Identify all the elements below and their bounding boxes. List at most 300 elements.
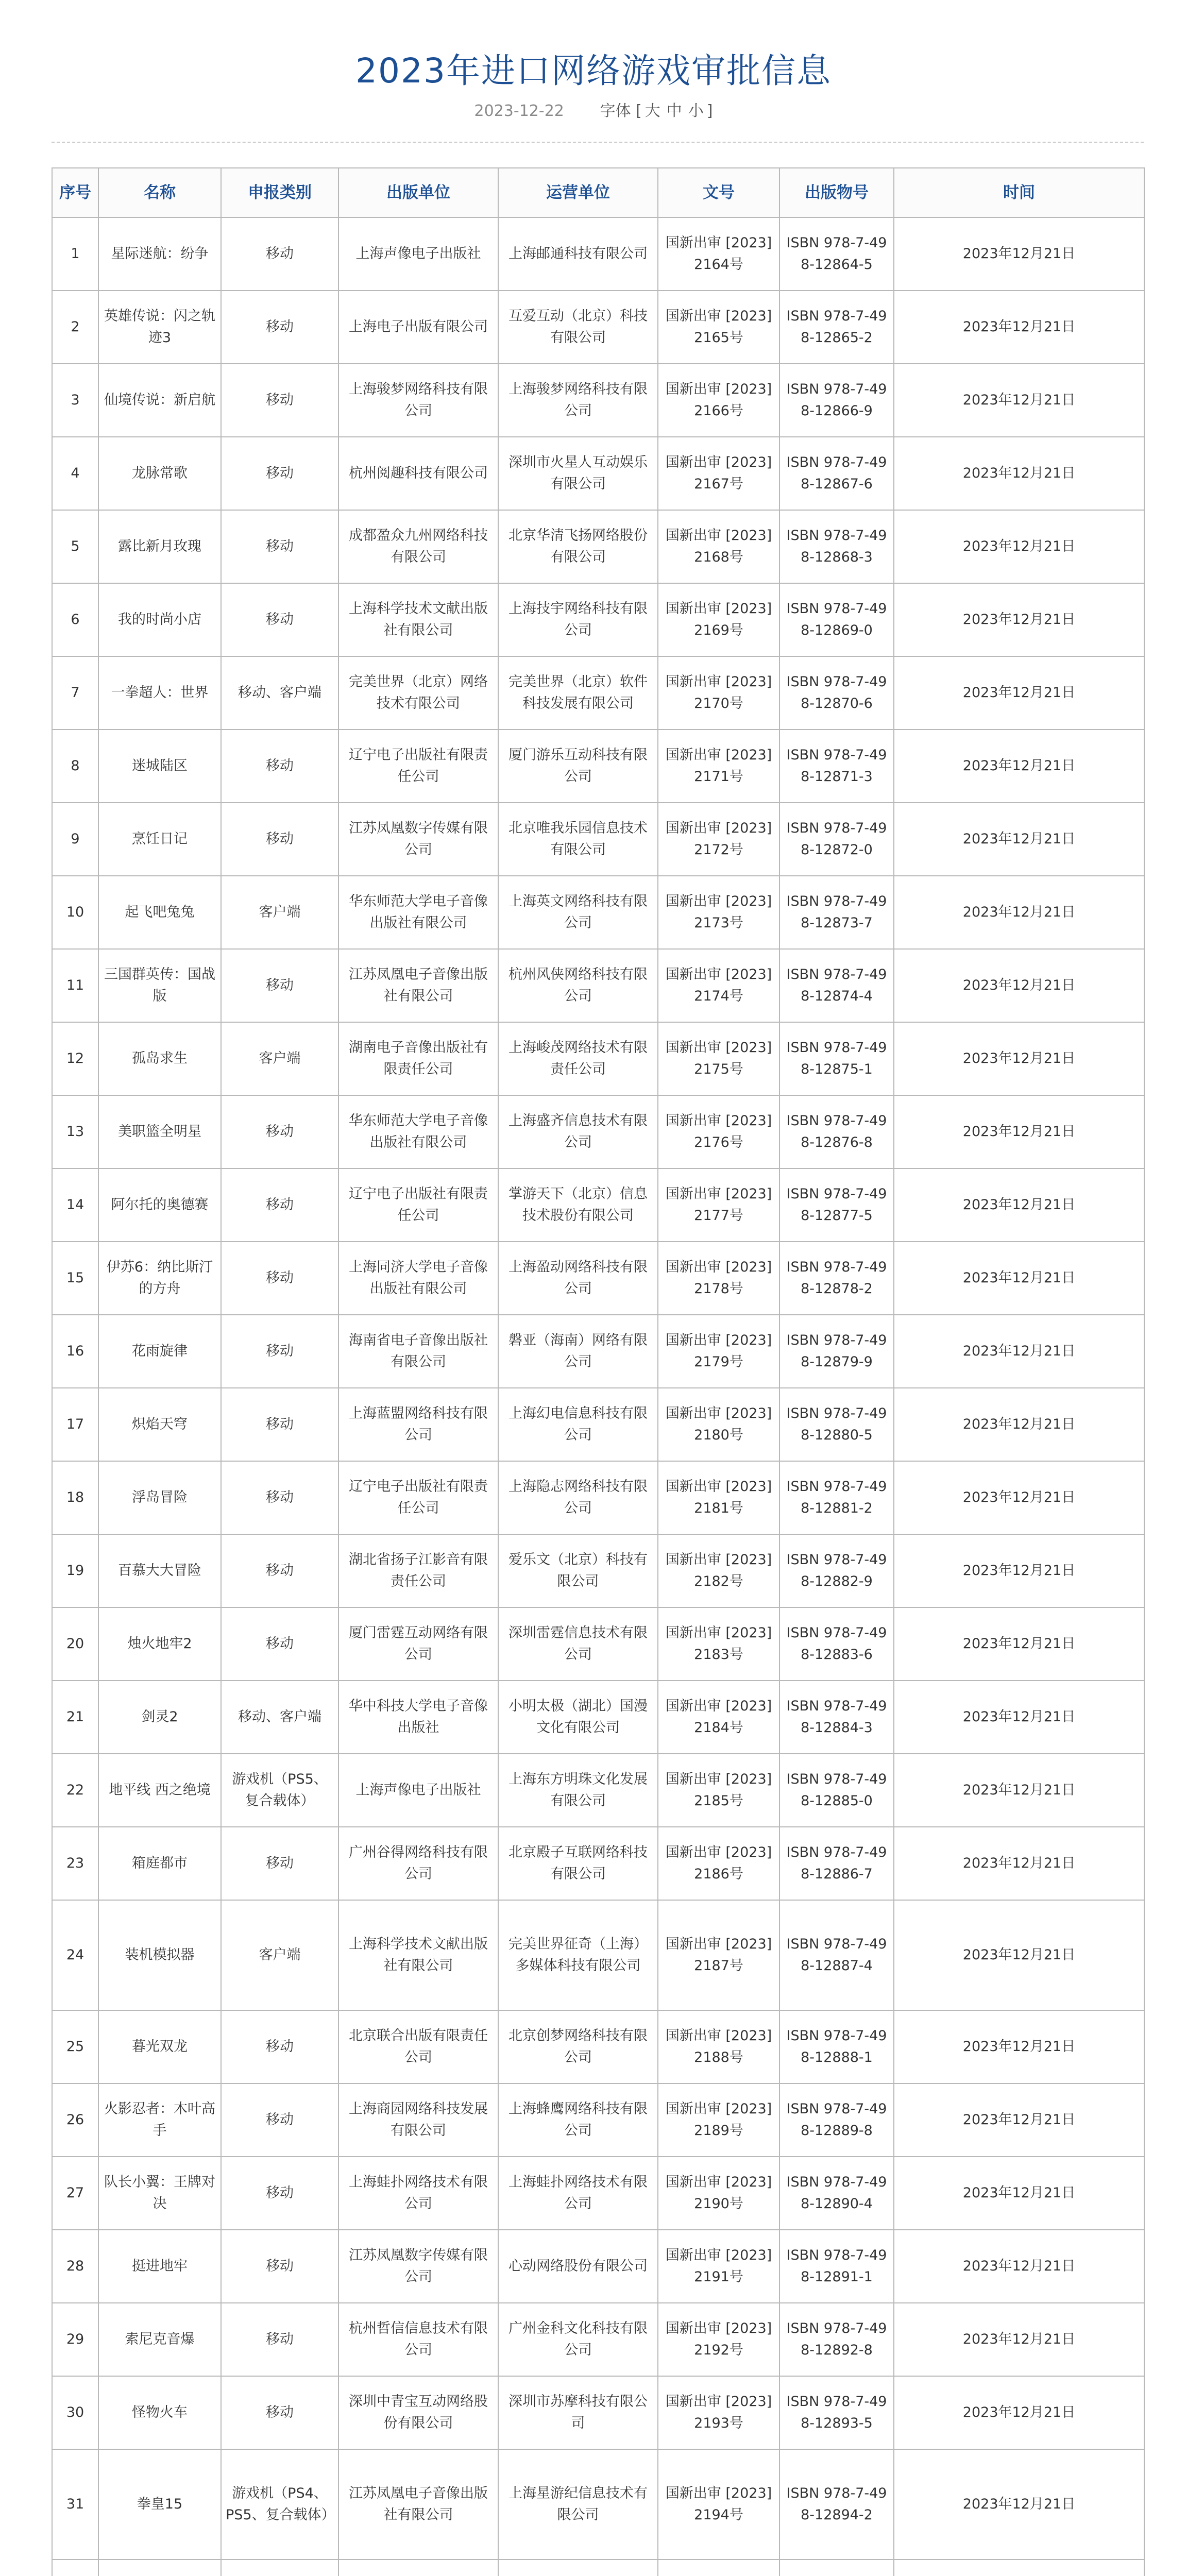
cell-category: 移动 bbox=[221, 2083, 338, 2157]
cell-category: 移动、客户端 bbox=[221, 1681, 338, 1754]
cell-category: 移动 bbox=[221, 1388, 338, 1461]
cell-name: 拳皇15 bbox=[98, 2449, 221, 2560]
header-operator: 运营单位 bbox=[498, 168, 658, 217]
cell-isbn: ISBN 978-7-498-12883-6 bbox=[779, 1607, 894, 1681]
cell-category: 客户端 bbox=[221, 1900, 338, 2010]
table-row bbox=[52, 2230, 1144, 2303]
cell-isbn: ISBN 978-7-498-12868-3 bbox=[779, 510, 894, 583]
cell-time: 2023年12月21日 bbox=[894, 1315, 1144, 1388]
cell-name: 剑灵2 bbox=[98, 1681, 221, 1754]
cell-name: 装机模拟器 bbox=[98, 1900, 221, 2010]
cell-category: 移动 bbox=[221, 2230, 338, 2303]
cell-name: 我的时尚小店 bbox=[98, 583, 221, 656]
cell-index: 1 bbox=[52, 217, 98, 291]
cell-publisher: 上海蓝盟网络科技有限公司 bbox=[338, 1388, 498, 1461]
cell-index: 13 bbox=[52, 1095, 98, 1168]
table-row bbox=[52, 730, 1144, 803]
cell-approval-number: 国新出审 [2023] 2168号 bbox=[658, 510, 779, 583]
cell-approval-number: 国新出审 [2023] 2187号 bbox=[658, 1900, 779, 2010]
cell-isbn: ISBN 978-7-498-12870-6 bbox=[779, 656, 894, 730]
cell-approval-number: 国新出审 [2023] 2175号 bbox=[658, 1022, 779, 1095]
cell-name: 怪物火车 bbox=[98, 2376, 221, 2449]
cell-approval-number: 国新出审 [2023] 2173号 bbox=[658, 876, 779, 949]
cell-index: 14 bbox=[52, 1168, 98, 1242]
cell-publisher: 上海科学技术文献出版社有限公司 bbox=[338, 1900, 498, 2010]
cell-publisher: 辽宁电子出版社有限责任公司 bbox=[338, 1461, 498, 1534]
page-title: 2023年进口网络游戏审批信息 bbox=[355, 51, 832, 91]
cell-category: 移动 bbox=[221, 364, 338, 437]
cell-time: 2023年12月21日 bbox=[894, 291, 1144, 364]
cell-publisher: 成都盈众九州网络科技有限公司 bbox=[338, 510, 498, 583]
cell-publisher: 深圳中青宝互动网络股份有限公司 bbox=[338, 2376, 498, 2449]
cell-isbn: ISBN 978-7-498-12872-0 bbox=[779, 803, 894, 876]
header-publisher: 出版单位 bbox=[338, 168, 498, 217]
cell-operator: 北京殿子互联网络科技有限公司 bbox=[498, 1827, 658, 1900]
cell-index: 19 bbox=[52, 1534, 98, 1607]
cell-index: 16 bbox=[52, 1315, 98, 1388]
cell-approval-number: 国新出审 [2023] 2194号 bbox=[658, 2449, 779, 2560]
cell-category: 移动 bbox=[221, 291, 338, 364]
cell-name: 暮光双龙 bbox=[98, 2010, 221, 2083]
cell-time: 2023年12月21日 bbox=[894, 217, 1144, 291]
table-row bbox=[52, 2560, 1144, 2576]
cell-isbn: ISBN 978-7-498-12875-1 bbox=[779, 1022, 894, 1095]
font-size-medium-button[interactable]: 中 bbox=[666, 102, 682, 120]
table-row bbox=[52, 1754, 1144, 1827]
header-category: 申报类别 bbox=[221, 168, 338, 217]
cell-operator: 上海骏梦网络科技有限公司 bbox=[498, 364, 658, 437]
cell-isbn: ISBN 978-7-498-12873-7 bbox=[779, 876, 894, 949]
cell-operator: 上海英文网络科技有限公司 bbox=[498, 876, 658, 949]
cell-name: 美职篮全明星 bbox=[98, 1095, 221, 1168]
cell-operator: 深圳市苏摩科技有限公司 bbox=[498, 2376, 658, 2449]
cell-approval-number: 国新出审 [2023] 2188号 bbox=[658, 2010, 779, 2083]
cell-category: 移动 bbox=[221, 2010, 338, 2083]
cell-operator: 上海星游纪信息技术有限公司 bbox=[498, 2449, 658, 2560]
cell-name: 百慕大大冒险 bbox=[98, 1534, 221, 1607]
table-row bbox=[52, 583, 1144, 656]
cell-index: 23 bbox=[52, 1827, 98, 1900]
cell-name: 起飞吧兔兔 bbox=[98, 876, 221, 949]
cell-approval-number: 国新出审 [2023] 2166号 bbox=[658, 364, 779, 437]
cell-operator bbox=[498, 2560, 658, 2576]
cell-isbn: ISBN 978-7-498-12887-4 bbox=[779, 1900, 894, 2010]
cell-name: 挺进地牢 bbox=[98, 2230, 221, 2303]
cell-category: 移动、客户端 bbox=[221, 656, 338, 730]
cell-approval-number: 国新出审 [2023] 2177号 bbox=[658, 1168, 779, 1242]
table-row bbox=[52, 656, 1144, 730]
cell-publisher: 上海同济大学电子音像出版社有限公司 bbox=[338, 1242, 498, 1315]
cell-publisher: 上海声像电子出版社 bbox=[338, 1754, 498, 1827]
cell-approval-number: 国新出审 [2023] 2189号 bbox=[658, 2083, 779, 2157]
cell-operator: 互爱互动（北京）科技有限公司 bbox=[498, 291, 658, 364]
cell-operator: 上海幻电信息科技有限公司 bbox=[498, 1388, 658, 1461]
cell-name: 队长小翼：王牌对决 bbox=[98, 2157, 221, 2230]
cell-publisher: 江苏凤凰数字传媒有限公司 bbox=[338, 2230, 498, 2303]
cell-index: 17 bbox=[52, 1388, 98, 1461]
cell-isbn: ISBN 978-7-498-12864-5 bbox=[779, 217, 894, 291]
table-row bbox=[52, 2010, 1144, 2083]
cell-index: 31 bbox=[52, 2449, 98, 2560]
cell-isbn: ISBN 978-7-498-12880-5 bbox=[779, 1388, 894, 1461]
cell-time: 2023年12月21日 bbox=[894, 1022, 1144, 1095]
cell-approval-number: 国新出审 [2023] 2181号 bbox=[658, 1461, 779, 1534]
cell-isbn: ISBN 978-7-498-12871-3 bbox=[779, 730, 894, 803]
cell-operator: 上海盈动网络科技有限公司 bbox=[498, 1242, 658, 1315]
cell-name: 一拳超人：世界 bbox=[98, 656, 221, 730]
cell-approval-number: 国新出审 [2023] 2190号 bbox=[658, 2157, 779, 2230]
table-row bbox=[52, 1388, 1144, 1461]
cell-index: 28 bbox=[52, 2230, 98, 2303]
cell-operator: 上海盛齐信息技术有限公司 bbox=[498, 1095, 658, 1168]
cell-publisher: 上海蛙扑网络技术有限公司 bbox=[338, 2157, 498, 2230]
cell-operator: 磐亚（海南）网络有限公司 bbox=[498, 1315, 658, 1388]
cell-operator: 心动网络股份有限公司 bbox=[498, 2230, 658, 2303]
cell-category: 移动 bbox=[221, 1607, 338, 1681]
cell-approval-number: 国新出审 [2023] 2186号 bbox=[658, 1827, 779, 1900]
cell-approval-number: 国新出审 [2023] 2164号 bbox=[658, 217, 779, 291]
cell-operator: 完美世界征奇（上海）多媒体科技有限公司 bbox=[498, 1900, 658, 2010]
cell-approval-number: 国新出审 [2023] 2169号 bbox=[658, 583, 779, 656]
cell-publisher: 江苏凤凰数字传媒有限公司 bbox=[338, 803, 498, 876]
cell-name: 孤岛求生 bbox=[98, 1022, 221, 1095]
cell-approval-number: 国新出审 [2023] 2172号 bbox=[658, 803, 779, 876]
cell-publisher: 湖南电子音像出版社有限责任公司 bbox=[338, 1022, 498, 1095]
cell-category: 游戏机（PS5、复合载体） bbox=[221, 1754, 338, 1827]
cell-approval-number: 国新出审 [2023] 2170号 bbox=[658, 656, 779, 730]
table-row bbox=[52, 437, 1144, 510]
cell-operator: 爱乐文（北京）科技有限公司 bbox=[498, 1534, 658, 1607]
cell-publisher: 华中科技大学电子音像出版社 bbox=[338, 1681, 498, 1754]
cell-category: 移动 bbox=[221, 1095, 338, 1168]
cell-time: 2023年12月21日 bbox=[894, 2303, 1144, 2376]
cell-category bbox=[221, 2560, 338, 2576]
cell-index: 18 bbox=[52, 1461, 98, 1534]
cell-publisher: 上海骏梦网络科技有限公司 bbox=[338, 364, 498, 437]
cell-publisher: 辽宁电子出版社有限责任公司 bbox=[338, 730, 498, 803]
cell-name: 箱庭都市 bbox=[98, 1827, 221, 1900]
cell-name: 阿尔托的奥德赛 bbox=[98, 1168, 221, 1242]
cell-approval-number: 国新出审 [2023] 2191号 bbox=[658, 2230, 779, 2303]
cell-publisher: 华东师范大学电子音像出版社有限公司 bbox=[338, 876, 498, 949]
cell-time: 2023年12月21日 bbox=[894, 1607, 1144, 1681]
cell-approval-number: 国新出审 [2023] 2185号 bbox=[658, 1754, 779, 1827]
cell-approval-number: 国新出审 [2023] 2192号 bbox=[658, 2303, 779, 2376]
cell-name: 露比新月玫瑰 bbox=[98, 510, 221, 583]
cell-isbn: ISBN 978-7-498-12866-9 bbox=[779, 364, 894, 437]
table-row bbox=[52, 1534, 1144, 1607]
font-size-bracket-open: [ bbox=[636, 102, 642, 120]
cell-publisher: 上海声像电子出版社 bbox=[338, 217, 498, 291]
header-index: 序号 bbox=[52, 168, 98, 217]
cell-category: 移动 bbox=[221, 1534, 338, 1607]
table-row bbox=[52, 2449, 1144, 2560]
cell-index: 5 bbox=[52, 510, 98, 583]
cell-isbn: ISBN 978-7-498-12869-0 bbox=[779, 583, 894, 656]
cell-index: 15 bbox=[52, 1242, 98, 1315]
cell-time: 2023年12月21日 bbox=[894, 583, 1144, 656]
cell-name: 仙境传说：新启航 bbox=[98, 364, 221, 437]
cell-operator: 上海蜂鹰网络科技有限公司 bbox=[498, 2083, 658, 2157]
cell-operator: 上海蛙扑网络技术有限公司 bbox=[498, 2157, 658, 2230]
table-row bbox=[52, 803, 1144, 876]
table-row bbox=[52, 364, 1144, 437]
cell-name bbox=[98, 2560, 221, 2576]
cell-time: 2023年12月21日 bbox=[894, 2230, 1144, 2303]
header-name: 名称 bbox=[98, 168, 221, 217]
table-row bbox=[52, 1681, 1144, 1754]
cell-publisher: 江苏凤凰电子音像出版社有限公司 bbox=[338, 949, 498, 1022]
cell-category: 移动 bbox=[221, 1461, 338, 1534]
cell-name: 烛火地牢2 bbox=[98, 1607, 221, 1681]
cell-time: 2023年12月21日 bbox=[894, 2449, 1144, 2560]
font-size-small-button[interactable]: 小 bbox=[688, 102, 704, 120]
cell-time: 2023年12月21日 bbox=[894, 803, 1144, 876]
cell-time: 2023年12月21日 bbox=[894, 2010, 1144, 2083]
cell-name: 龙脉常歌 bbox=[98, 437, 221, 510]
cell-time: 2023年12月21日 bbox=[894, 510, 1144, 583]
cell-approval-number: 国新出审 [2023] 2167号 bbox=[658, 437, 779, 510]
cell-name: 星际迷航：纷争 bbox=[98, 217, 221, 291]
cell-publisher: 完美世界（北京）网络技术有限公司 bbox=[338, 656, 498, 730]
cell-isbn: ISBN 978-7-498-12888-1 bbox=[779, 2010, 894, 2083]
cell-publisher: 上海电子出版有限公司 bbox=[338, 291, 498, 364]
header-approval-number: 文号 bbox=[658, 168, 779, 217]
cell-isbn: ISBN 978-7-498-12894-2 bbox=[779, 2449, 894, 2560]
table-row bbox=[52, 510, 1144, 583]
cell-name: 炽焰天穹 bbox=[98, 1388, 221, 1461]
header-time: 时间 bbox=[894, 168, 1144, 217]
cell-operator: 上海隐志网络科技有限公司 bbox=[498, 1461, 658, 1534]
cell-isbn: ISBN 978-7-498-12878-2 bbox=[779, 1242, 894, 1315]
publish-date: 2023-12-22 bbox=[474, 102, 564, 120]
cell-category: 移动 bbox=[221, 2376, 338, 2449]
cell-category: 移动 bbox=[221, 2157, 338, 2230]
cell-isbn: ISBN 978-7-498-12892-8 bbox=[779, 2303, 894, 2376]
cell-time bbox=[894, 2560, 1144, 2576]
cell-approval-number: 国新出审 [2023] 2193号 bbox=[658, 2376, 779, 2449]
table-row bbox=[52, 1900, 1144, 2010]
cell-time: 2023年12月21日 bbox=[894, 1388, 1144, 1461]
cell-isbn: ISBN 978-7-498-12891-1 bbox=[779, 2230, 894, 2303]
table-row bbox=[52, 949, 1144, 1022]
table-row bbox=[52, 217, 1144, 291]
cell-operator: 广州金科文化科技有限公司 bbox=[498, 2303, 658, 2376]
cell-time: 2023年12月21日 bbox=[894, 364, 1144, 437]
cell-time: 2023年12月21日 bbox=[894, 2083, 1144, 2157]
cell-time: 2023年12月21日 bbox=[894, 949, 1144, 1022]
cell-isbn: ISBN 978-7-498-12890-4 bbox=[779, 2157, 894, 2230]
cell-operator: 掌游天下（北京）信息技术股份有限公司 bbox=[498, 1168, 658, 1242]
cell-isbn: ISBN 978-7-498-12876-8 bbox=[779, 1095, 894, 1168]
cell-time: 2023年12月21日 bbox=[894, 1900, 1144, 2010]
cell-index: 8 bbox=[52, 730, 98, 803]
cell-isbn: ISBN 978-7-498-12886-7 bbox=[779, 1827, 894, 1900]
cell-category: 客户端 bbox=[221, 876, 338, 949]
cell-index: 22 bbox=[52, 1754, 98, 1827]
table-row bbox=[52, 1827, 1144, 1900]
table-row bbox=[52, 1315, 1144, 1388]
cell-category: 移动 bbox=[221, 949, 338, 1022]
cell-name: 迷城陆区 bbox=[98, 730, 221, 803]
cell-isbn: ISBN 978-7-498-12881-2 bbox=[779, 1461, 894, 1534]
header-isbn: 出版物号 bbox=[779, 168, 894, 217]
table-body bbox=[52, 217, 1144, 2576]
cell-publisher: 辽宁电子出版社有限责任公司 bbox=[338, 1168, 498, 1242]
cell-operator: 深圳雷霆信息技术有限公司 bbox=[498, 1607, 658, 1681]
cell-approval-number: 国新出审 [2023] 2178号 bbox=[658, 1242, 779, 1315]
cell-time: 2023年12月21日 bbox=[894, 1242, 1144, 1315]
cell-isbn: ISBN 978-7-498-12874-4 bbox=[779, 949, 894, 1022]
table-row bbox=[52, 2083, 1144, 2157]
cell-approval-number: 国新出审 [2023] 2174号 bbox=[658, 949, 779, 1022]
cell-time: 2023年12月21日 bbox=[894, 437, 1144, 510]
cell-index: 29 bbox=[52, 2303, 98, 2376]
cell-publisher: 北京联合出版有限责任公司 bbox=[338, 2010, 498, 2083]
cell-publisher: 海南省电子音像出版社有限公司 bbox=[338, 1315, 498, 1388]
cell-name: 地平线 西之绝境 bbox=[98, 1754, 221, 1827]
cell-category: 移动 bbox=[221, 217, 338, 291]
cell-publisher: 广州谷得网络科技有限公司 bbox=[338, 1827, 498, 1900]
cell-operator: 杭州风侠网络科技有限公司 bbox=[498, 949, 658, 1022]
table-row bbox=[52, 1607, 1144, 1681]
cell-time: 2023年12月21日 bbox=[894, 2376, 1144, 2449]
cell-index: 6 bbox=[52, 583, 98, 656]
cell-publisher: 上海商园网络科技发展有限公司 bbox=[338, 2083, 498, 2157]
cell-name: 三国群英传：国战版 bbox=[98, 949, 221, 1022]
cell-operator: 上海邮通科技有限公司 bbox=[498, 217, 658, 291]
font-size-large-button[interactable]: 大 bbox=[645, 102, 660, 120]
cell-publisher: 厦门雷霆互动网络有限公司 bbox=[338, 1607, 498, 1681]
cell-approval-number: 国新出审 [2023] 2184号 bbox=[658, 1681, 779, 1754]
cell-index: 30 bbox=[52, 2376, 98, 2449]
font-size-label: 字体 bbox=[600, 102, 631, 120]
cell-name: 英雄传说：闪之轨迹3 bbox=[98, 291, 221, 364]
cell-time: 2023年12月21日 bbox=[894, 1754, 1144, 1827]
cell-publisher: 杭州阅趣科技有限公司 bbox=[338, 437, 498, 510]
cell-index: 12 bbox=[52, 1022, 98, 1095]
cell-name: 烹饪日记 bbox=[98, 803, 221, 876]
cell-time: 2023年12月21日 bbox=[894, 1534, 1144, 1607]
cell-index: 11 bbox=[52, 949, 98, 1022]
cell-category: 移动 bbox=[221, 2303, 338, 2376]
article-meta bbox=[0, 98, 1187, 121]
cell-index: 20 bbox=[52, 1607, 98, 1681]
cell-name: 花雨旋律 bbox=[98, 1315, 221, 1388]
cell-approval-number: 国新出审 [2023] 2180号 bbox=[658, 1388, 779, 1461]
cell-publisher: 湖北省扬子江影音有限责任公司 bbox=[338, 1534, 498, 1607]
cell-index: 24 bbox=[52, 1900, 98, 2010]
cell-operator: 北京唯我乐园信息技术有限公司 bbox=[498, 803, 658, 876]
cell-isbn: ISBN 978-7-498-12867-6 bbox=[779, 437, 894, 510]
approval-table bbox=[52, 167, 1145, 2576]
cell-index: 10 bbox=[52, 876, 98, 949]
cell-category: 游戏机（PS4、PS5、复合载体） bbox=[221, 2449, 338, 2560]
cell-name: 浮岛冒险 bbox=[98, 1461, 221, 1534]
cell-index: 7 bbox=[52, 656, 98, 730]
cell-operator: 上海技宇网络科技有限公司 bbox=[498, 583, 658, 656]
cell-index: 27 bbox=[52, 2157, 98, 2230]
cell-approval-number bbox=[658, 2560, 779, 2576]
cell-publisher: 江苏凤凰电子音像出版社有限公司 bbox=[338, 2449, 498, 2560]
cell-isbn: ISBN 978-7-498-12893-5 bbox=[779, 2376, 894, 2449]
cell-name: 伊苏6：纳比斯汀的方舟 bbox=[98, 1242, 221, 1315]
table-row bbox=[52, 2157, 1144, 2230]
cell-isbn: ISBN 978-7-498-12882-9 bbox=[779, 1534, 894, 1607]
cell-operator: 北京华清飞扬网络股份有限公司 bbox=[498, 510, 658, 583]
cell-operator: 完美世界（北京）软件科技发展有限公司 bbox=[498, 656, 658, 730]
table-row bbox=[52, 1461, 1144, 1534]
cell-time: 2023年12月21日 bbox=[894, 2157, 1144, 2230]
cell-time: 2023年12月21日 bbox=[894, 656, 1144, 730]
cell-index: 25 bbox=[52, 2010, 98, 2083]
table-row bbox=[52, 1242, 1144, 1315]
cell-isbn: ISBN 978-7-498-12865-2 bbox=[779, 291, 894, 364]
cell-name: 索尼克音爆 bbox=[98, 2303, 221, 2376]
cell-publisher: 华东师范大学电子音像出版社有限公司 bbox=[338, 1095, 498, 1168]
cell-category: 移动 bbox=[221, 1827, 338, 1900]
cell-publisher bbox=[338, 2560, 498, 2576]
cell-operator: 厦门游乐互动科技有限公司 bbox=[498, 730, 658, 803]
cell-index bbox=[52, 2560, 98, 2576]
cell-category: 移动 bbox=[221, 583, 338, 656]
cell-time: 2023年12月21日 bbox=[894, 876, 1144, 949]
cell-approval-number: 国新出审 [2023] 2182号 bbox=[658, 1534, 779, 1607]
cell-time: 2023年12月21日 bbox=[894, 1461, 1144, 1534]
cell-index: 4 bbox=[52, 437, 98, 510]
cell-approval-number: 国新出审 [2023] 2176号 bbox=[658, 1095, 779, 1168]
title-divider bbox=[52, 142, 1144, 143]
cell-isbn: ISBN 978-7-498-12884-3 bbox=[779, 1681, 894, 1754]
cell-approval-number: 国新出审 [2023] 2179号 bbox=[658, 1315, 779, 1388]
cell-index: 26 bbox=[52, 2083, 98, 2157]
cell-isbn: ISBN 978-7-498-12889-8 bbox=[779, 2083, 894, 2157]
table-row bbox=[52, 1022, 1144, 1095]
cell-publisher: 杭州哲信信息技术有限公司 bbox=[338, 2303, 498, 2376]
cell-operator: 北京创梦网络科技有限公司 bbox=[498, 2010, 658, 2083]
cell-approval-number: 国新出审 [2023] 2183号 bbox=[658, 1607, 779, 1681]
cell-index: 21 bbox=[52, 1681, 98, 1754]
cell-category: 移动 bbox=[221, 1242, 338, 1315]
cell-time: 2023年12月21日 bbox=[894, 1681, 1144, 1754]
cell-name: 火影忍者：木叶高手 bbox=[98, 2083, 221, 2157]
table-row bbox=[52, 2303, 1144, 2376]
cell-index: 3 bbox=[52, 364, 98, 437]
table-row bbox=[52, 876, 1144, 949]
cell-isbn: ISBN 978-7-498-12879-9 bbox=[779, 1315, 894, 1388]
cell-time: 2023年12月21日 bbox=[894, 1168, 1144, 1242]
cell-approval-number: 国新出审 [2023] 2165号 bbox=[658, 291, 779, 364]
table-row bbox=[52, 1095, 1144, 1168]
cell-category: 移动 bbox=[221, 730, 338, 803]
cell-time: 2023年12月21日 bbox=[894, 1827, 1144, 1900]
cell-publisher: 上海科学技术文献出版社有限公司 bbox=[338, 583, 498, 656]
cell-isbn: ISBN 978-7-498-12877-5 bbox=[779, 1168, 894, 1242]
cell-operator: 上海东方明珠文化发展有限公司 bbox=[498, 1754, 658, 1827]
cell-approval-number: 国新出审 [2023] 2171号 bbox=[658, 730, 779, 803]
font-size-bracket-close: ] bbox=[706, 102, 713, 120]
cell-time: 2023年12月21日 bbox=[894, 730, 1144, 803]
cell-time: 2023年12月21日 bbox=[894, 1095, 1144, 1168]
cell-isbn: ISBN 978-7-498-12885-0 bbox=[779, 1754, 894, 1827]
cell-isbn bbox=[779, 2560, 894, 2576]
cell-category: 移动 bbox=[221, 510, 338, 583]
cell-category: 移动 bbox=[221, 1315, 338, 1388]
table-row bbox=[52, 291, 1144, 364]
cell-category: 移动 bbox=[221, 803, 338, 876]
cell-index: 2 bbox=[52, 291, 98, 364]
cell-category: 移动 bbox=[221, 1168, 338, 1242]
